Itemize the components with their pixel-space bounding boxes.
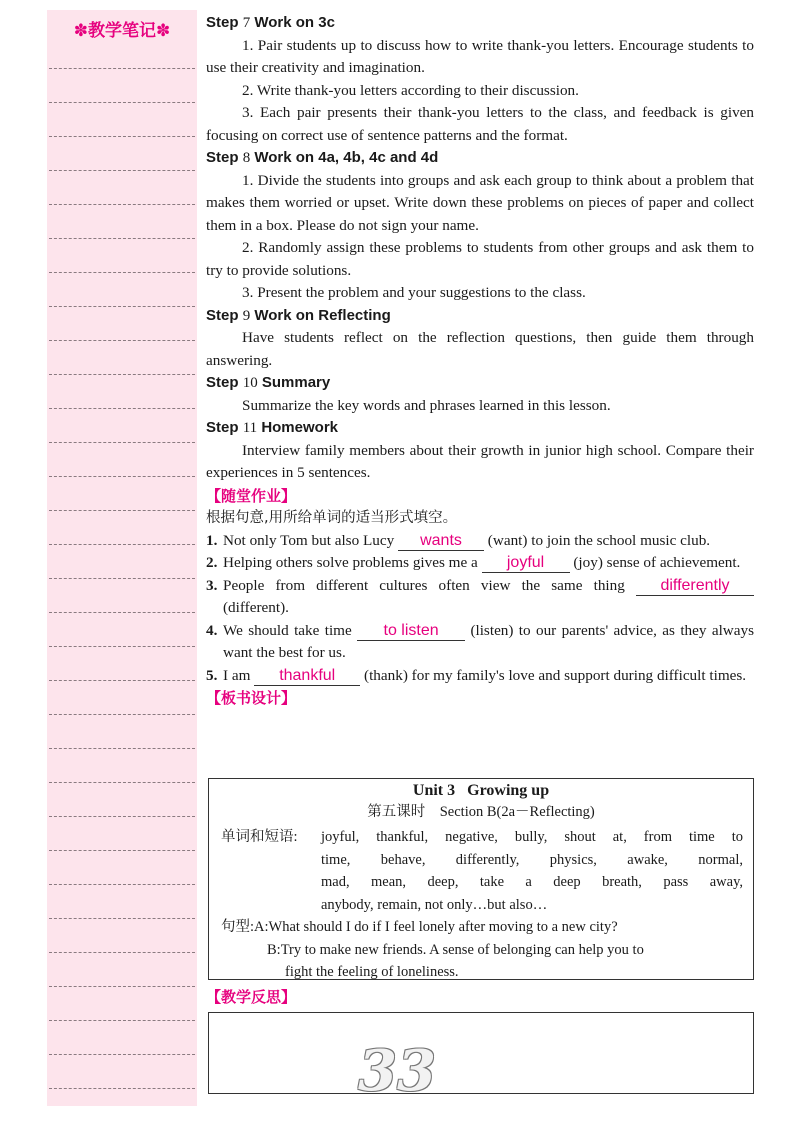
board-header: 【板书设计】 — [206, 689, 297, 707]
step-item: 2. Write thank-you letters according to their discussion. — [242, 81, 579, 99]
note-line — [49, 646, 195, 647]
board-subtitle: 第五课时 Section B(2a－Reflecting) — [367, 804, 595, 820]
note-line — [49, 238, 195, 239]
step-heading: Step 7 Work on 3c — [206, 14, 335, 31]
board-design-box — [208, 778, 754, 980]
step-heading: Step 9 Work on Reflecting — [206, 306, 391, 324]
note-line — [49, 544, 195, 545]
note-line — [49, 102, 195, 103]
note-line — [49, 1054, 195, 1055]
vocab-label: 单词和短语: — [221, 829, 298, 845]
note-line — [49, 816, 195, 817]
note-line — [49, 306, 195, 307]
exercise-question: 5. I am thankful (thank) for my family's love and support during difficult times. — [206, 666, 747, 684]
reflection-box[interactable] — [208, 1012, 754, 1094]
note-line — [49, 408, 195, 409]
step-heading: Step 10 Summary — [206, 374, 331, 391]
step-item: 1. Pair students up to discuss how to write thank-you letters. Encourage students to use their creativity and imagination. — [206, 36, 754, 76]
answer-blank[interactable]: to listen — [357, 622, 465, 641]
answer-blank[interactable]: thankful — [254, 667, 360, 686]
note-line — [49, 170, 195, 171]
step-item: Interview family members about their growth in junior high school. Compare their experiences in 5 sentences. — [206, 441, 754, 481]
exercise-header: 【随堂作业】 — [206, 486, 297, 505]
note-line — [49, 442, 195, 443]
note-line — [49, 748, 195, 749]
step-item: 1. Divide the students into groups and ask each group to think about a problem that makes them worried or upset. Write down these problems on pieces of paper and collect them in a box. Please do not sign your name. — [206, 171, 754, 234]
note-line — [49, 850, 195, 851]
note-line — [49, 272, 195, 273]
pattern-block: 句型:A:What should I do if I feel lonely after moving to a new city? B:Try to make new friends. A sense of belonging can help you to fight the feeling of loneliness. — [221, 919, 644, 980]
exercise-instruction: 根据句意,用所给单词的适当形式填空。 — [206, 510, 458, 526]
answer-blank[interactable]: joyful — [482, 554, 570, 573]
exercise-question: 1. Not only Tom but also Lucy wants (want) to join the school music club. — [206, 531, 711, 549]
step-item: Have students reflect on the reflection questions, then guide them through answering. — [206, 329, 754, 369]
board-title: Unit 3 Growing up — [412, 782, 550, 799]
vocab-list: joyful, thankful, negative, bully, shout at, from time to time, behave, differently, physics, awake, normal, mad, mean, deep, take a deep breath, pass away, anybody, remain, not only…but also… — [321, 829, 743, 913]
vocab-block — [221, 826, 743, 916]
note-line — [49, 680, 195, 681]
note-line — [49, 782, 195, 783]
note-line — [49, 952, 195, 953]
reflection-header: 【教学反思】 — [206, 988, 297, 1006]
note-line — [49, 612, 195, 613]
answer-blank[interactable]: differently — [636, 577, 754, 596]
answer-blank[interactable]: wants — [398, 532, 484, 551]
note-line — [49, 714, 195, 715]
note-line — [49, 986, 195, 987]
step-item: 3. Each pair presents their thank-you letters to the class, and feedback is given focusing on correct use of sentence patterns and the format. — [206, 104, 754, 144]
note-line — [49, 1020, 195, 1021]
note-line — [49, 374, 195, 375]
page-number: 33 — [358, 1038, 436, 1104]
exercise-question: 4. We should take time to listen (listen) to our parents' advice, as they always want the best for us. — [206, 621, 754, 661]
exercise-question: 3. People from different cultures often view the same thing differently (different). — [206, 575, 754, 620]
step-heading: Step 8 Work on 4a, 4b, 4c and 4d — [206, 149, 439, 166]
step-heading: Step 11 Homework — [206, 419, 338, 436]
exercise-question: 2. Helping others solve problems gives me a joyful (joy) sense of achievement. — [206, 554, 741, 571]
note-line — [49, 136, 195, 137]
note-line — [49, 578, 195, 579]
note-line — [49, 204, 195, 205]
step-item: 2. Randomly assign these problems to students from other groups and ask them to try to provide solutions. — [206, 239, 754, 279]
notes-sidebar — [47, 10, 197, 1106]
note-line — [49, 884, 195, 885]
note-line — [49, 1088, 195, 1089]
sidebar-title: ✽教学笔记✽ — [73, 21, 171, 41]
note-line — [49, 340, 195, 341]
pattern-label: 句型: — [221, 919, 255, 935]
step-item: Summarize the key words and phrases learned in this lesson. — [242, 396, 611, 414]
step-item: 3. Present the problem and your suggestions to the class. — [242, 284, 586, 301]
note-line — [49, 68, 195, 69]
note-line — [49, 918, 195, 919]
note-line — [49, 510, 195, 511]
lesson-content — [206, 12, 754, 710]
note-line — [49, 476, 195, 477]
